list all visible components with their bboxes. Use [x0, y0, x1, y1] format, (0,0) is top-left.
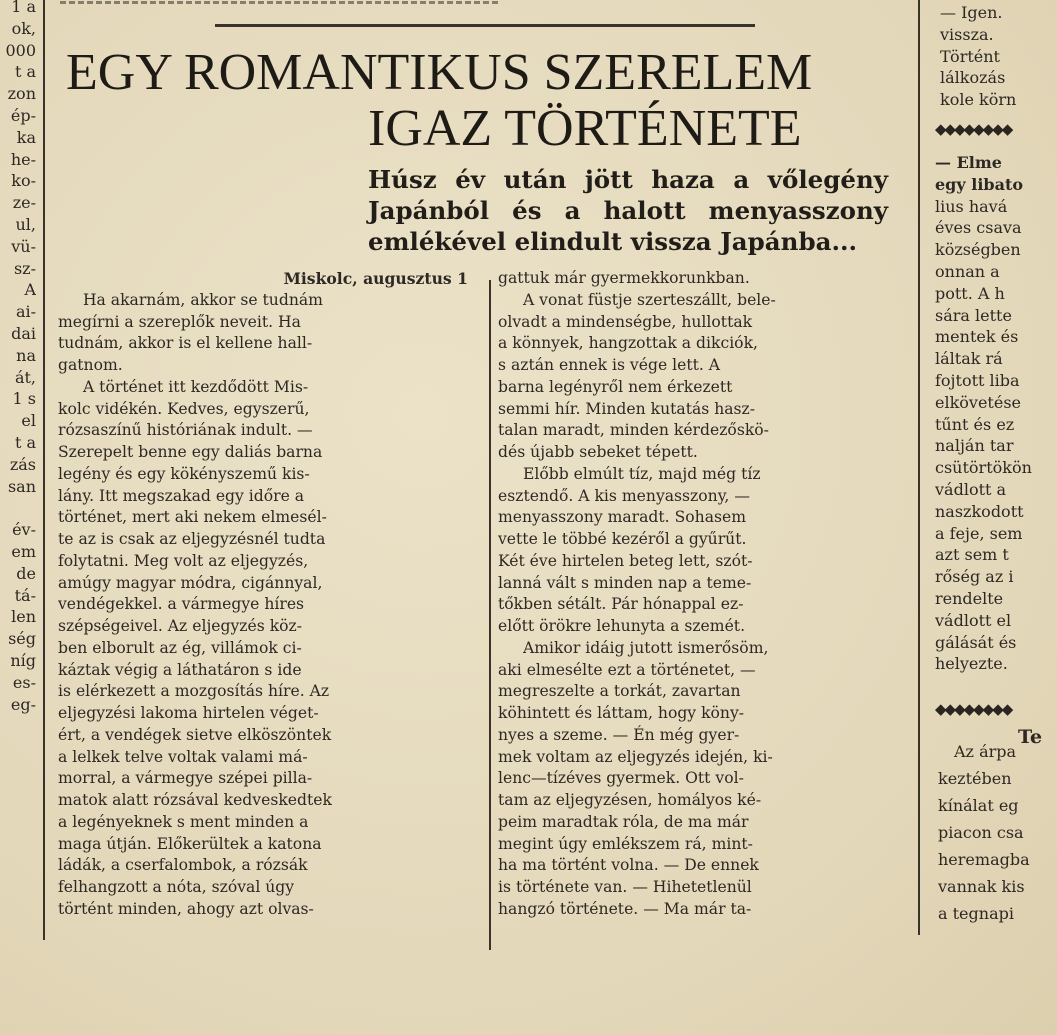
fragment-line: láltak rá [935, 349, 1003, 369]
article-line: tam az eljegyzésen, homályos ké- [498, 791, 762, 809]
article-line: ért, a vendégek sietve elköszöntek [58, 725, 332, 744]
fragment-line: gálását és [935, 632, 1017, 652]
fragment-line: em [11, 541, 36, 561]
article-line: káztak végig a láthatáron s ide [58, 660, 302, 679]
article-line: te az is csak az eljegyzésnél tudta [58, 530, 326, 548]
dateline: Miskolc, augusztus 1 [283, 269, 468, 288]
article-line: is elérkezett a mozgosítás híre. Az [58, 682, 330, 701]
fragment-line: de [16, 563, 36, 583]
diamond-separator-1: ◆◆◆◆◆◆◆◆ [935, 120, 1012, 138]
fragment-line: tűnt és ez [935, 414, 1015, 434]
fragment-line: ok, [11, 18, 36, 38]
fragment-line: rendelte [935, 588, 1004, 608]
fragment-line: községben [935, 240, 1021, 260]
fragment-line: es- [12, 672, 36, 692]
fragment-line: 1 a [11, 0, 36, 16]
fragment-line: — Igen. [940, 3, 1003, 22]
article-column-2 [498, 268, 905, 921]
headline-line-2: IGAZ TÖRTÉNETE [368, 100, 802, 157]
article-line: megreszelte a torkát, zavartan [498, 682, 741, 701]
article-line: hangzó története. — Ma már ta- [498, 899, 752, 918]
article-line: Két éve hirtelen beteg lett, szót- [498, 551, 753, 570]
fragment-line: — Elme [935, 153, 1002, 172]
article-line: A történet itt kezdődött Mis- [82, 377, 309, 396]
fragment-line: a tegnapi [938, 904, 1014, 923]
fragment-line: naszkodott [935, 501, 1024, 521]
article-line: vette le többé kezéről a gyűrűt. [498, 530, 747, 548]
column-rule-left [43, 0, 45, 940]
fragment-line: san [7, 476, 36, 496]
article-line: rózsaszínű históriának indult. — [58, 421, 313, 440]
article-line: megint úgy emlékszem rá, mint- [498, 834, 753, 853]
fragment-line: ul, [15, 214, 36, 234]
diamond-separator-2: ◆◆◆◆◆◆◆◆ [935, 700, 1012, 718]
article-line: a legényeknek s ment minden a [58, 812, 309, 831]
fragment-line: Történt [940, 46, 1000, 66]
article-line: tudnám, akkor is el kellene hall- [58, 334, 313, 353]
subheadline: Húsz év után jött haza a vőlegény Japánból és a halott menyasszony emlékével elindult vissza Japánba... [368, 165, 888, 256]
article-line: ben elborult az ég, villámok ci- [58, 638, 302, 657]
left-column-fragments [0, 0, 36, 715]
fragment-line: el [21, 411, 36, 431]
fragment-line: tá- [14, 585, 36, 605]
fragment-line: he- [10, 149, 36, 169]
fragment-line: vü- [11, 236, 36, 256]
article-line: szépségeivel. Az eljegyzés köz- [58, 617, 303, 635]
article-line: semmi hír. Minden kutatás hasz- [498, 399, 756, 418]
fragment-line: rőség az i [935, 567, 1014, 587]
fragment-line: len [11, 607, 36, 627]
fragment-line: eg- [10, 694, 36, 714]
fragment-line: kole körn [940, 90, 1017, 110]
article-line: aki elmesélte ezt a történetet, — [498, 660, 756, 679]
fragment-line: egy libato [935, 174, 1024, 194]
headline-top-rule [215, 24, 755, 27]
top-cut-text-strip [60, 0, 500, 6]
article-line: kolc vidékén. Kedves, egyszerű, [58, 399, 310, 418]
article-line: s aztán ennek is vége lett. A [498, 356, 721, 374]
article-line: köhintett és láttam, hogy köny- [498, 704, 745, 722]
fragment-line: sz- [13, 258, 36, 278]
fragment-line: 1 s [12, 389, 36, 409]
article-line: Amikor idáig jutott ismerősöm, [522, 638, 769, 657]
right-column-top-fragments [940, 2, 1057, 111]
fragment-line: lius havá [935, 196, 1008, 216]
article-line: ha ma történt volna. — De ennek [498, 856, 759, 875]
article-line: morral, a vármegye szépei pilla- [58, 769, 313, 788]
fragment-line: év- [12, 520, 36, 540]
article-line: A vonat füstje szerteszállt, bele- [522, 290, 776, 309]
article-line: olvadt a mindenségbe, hullottak [498, 312, 753, 331]
fragment-line: helyezte. [935, 654, 1008, 674]
fragment-line: Az árpa [954, 742, 1017, 761]
fragment-line: vissza. [940, 24, 994, 44]
fragment-line: vádlott a [935, 479, 1007, 499]
fragment-line: A [24, 280, 36, 300]
article-line: gattuk már gyermekkorunkban. [498, 269, 750, 287]
fragment-line: ze- [12, 193, 36, 213]
fragment-line: na [16, 345, 36, 365]
fragment-line: heremagba [938, 850, 1030, 869]
fragment-line: dai [11, 323, 36, 343]
fragment-line: níg [10, 650, 36, 670]
right-section-title: Te [1018, 727, 1043, 748]
headline-line-1: EGY ROMANTIKUS SZERELEM [66, 44, 813, 101]
article-line: előtt örökre lehunyta a szemét. [498, 617, 746, 635]
fragment-line: lálkozás [940, 68, 1006, 88]
article-line: ládák, a cserfalombok, a rózsák [58, 856, 308, 875]
article-line: maga útján. Előkerültek a katona [58, 834, 322, 853]
article-line: tőkben sétált. Pár hónappal ez- [498, 595, 744, 614]
right-column-middle-fragments [935, 152, 1057, 675]
fragment-line: piacon csa [938, 823, 1024, 842]
fragment-line: zás [9, 454, 36, 474]
fragment-line: azt sem t [935, 545, 1009, 565]
article-line: legény és egy kökényszemű kis- [58, 464, 310, 483]
fragment-line: 000 [5, 40, 36, 60]
article-line: lenc—tízéves gyermek. Ott vol- [498, 769, 744, 788]
fragment-line: onnan a [935, 261, 1000, 281]
fragment-line: mentek és [935, 327, 1019, 347]
fragment-line: zon [7, 84, 36, 104]
article-line: matok alatt rózsával kedveskedtek [58, 791, 332, 809]
fragment-line: ség [8, 629, 36, 649]
article-line: nyes a szeme. — Én még gyer- [498, 725, 740, 744]
article-line: lanná vált s minden nap a teme- [498, 573, 752, 592]
article-line: eljegyzési lakoma hirtelen véget- [58, 704, 319, 722]
article-line: történet, mert aki nekem elmesél- [58, 508, 327, 527]
article-line: a lelkek telve voltak valami má- [58, 747, 308, 766]
fragment-line: ko- [11, 171, 36, 191]
fragment-line: ka [16, 127, 36, 147]
fragment-line: a feje, sem [935, 523, 1023, 543]
fragment-line: ép- [10, 105, 36, 125]
fragment-line: keztében [938, 769, 1012, 788]
fragment-line [0, 497, 36, 519]
fragment-line: sára lette [935, 305, 1012, 325]
article-line: is története van. — Hihetetlenül [498, 878, 752, 896]
article-line: barna legényről nem érkezett [498, 377, 733, 396]
fragment-line: csütörtökön [935, 458, 1032, 478]
column-rule-middle [489, 280, 491, 950]
fragment-line: éves csava [935, 218, 1022, 238]
article-line: a könnyek, hangzottak a dikciók, [498, 334, 758, 353]
fragment-line: nalján tar [935, 436, 1014, 456]
fragment-line: át, [14, 367, 36, 387]
article-line: felhangzott a nóta, szóval úgy [58, 878, 295, 896]
article-line: peim maradtak róla, de ma már [498, 812, 749, 831]
article-line: amúgy magyar módra, cigánnyal, [58, 573, 323, 592]
fragment-line: pott. A h [935, 283, 1005, 303]
column-rule-right [918, 0, 920, 935]
right-column-bottom-fragments [938, 738, 1057, 927]
fragment-line: fojtott liba [935, 370, 1020, 390]
article-line: Ha akarnám, akkor se tudnám [82, 290, 323, 309]
fragment-line: vádlott el [935, 610, 1012, 630]
fragment-line: t a [14, 62, 36, 82]
article-line: esztendő. A kis menyasszony, — [498, 486, 750, 505]
article-line: folytatni. Meg volt az eljegyzés, [58, 551, 309, 570]
article-line: dés újabb sebeket tépett. [498, 443, 698, 461]
article-line: vendégekkel. a vármegye híres [58, 595, 305, 614]
fragment-line: kínálat eg [938, 796, 1019, 815]
article-line: Előbb elmúlt tíz, majd még tíz [522, 464, 761, 483]
article-line: megírni a szereplők neveit. Ha [58, 312, 301, 331]
article-column-1 [58, 268, 468, 921]
article-line: talan maradt, minden kérdezőskö- [498, 421, 769, 440]
article-line: lány. Itt megszakad egy időre a [58, 486, 305, 505]
fragment-line: t a [14, 432, 36, 452]
article-line: menyasszony maradt. Sohasem [498, 508, 747, 527]
article-line: történt minden, ahogy azt olvas- [58, 899, 314, 918]
fragment-line: elkövetése [935, 392, 1021, 412]
article-line: gatnom. [58, 356, 123, 374]
article-line: Szerepelt benne egy daliás barna [58, 443, 323, 461]
fragment-line: ai- [15, 302, 36, 322]
article-line: mek voltam az eljegyzés idején, ki- [498, 747, 773, 766]
fragment-line: vannak kis [938, 877, 1025, 896]
